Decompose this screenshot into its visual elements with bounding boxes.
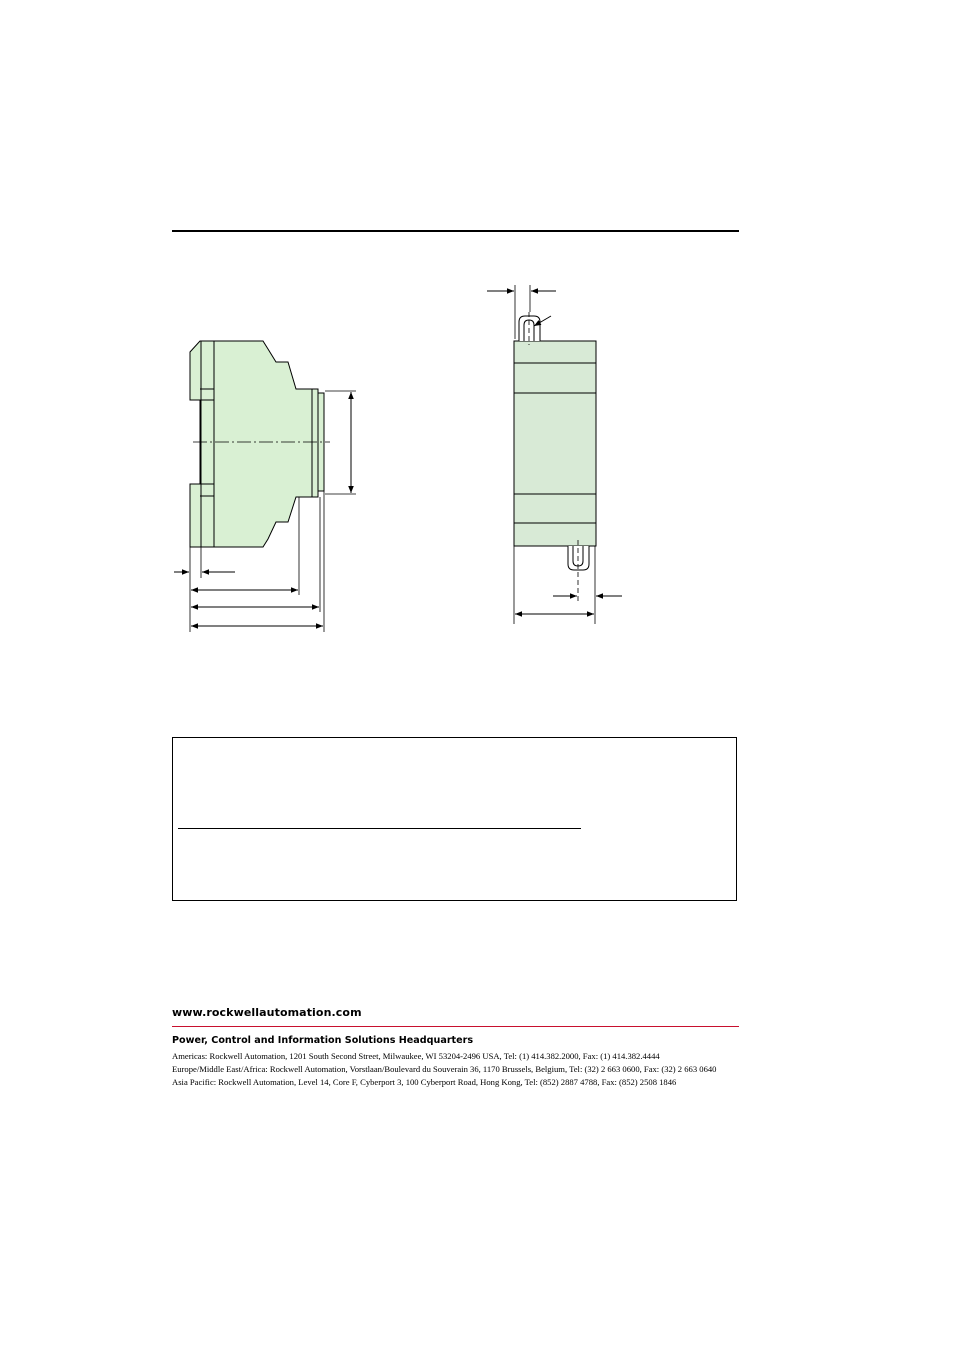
footer-rule	[172, 1026, 739, 1027]
footer-hq-title: Power, Control and Information Solutions Headquarters	[172, 1035, 474, 1046]
side-view	[174, 341, 356, 632]
footer-website[interactable]: www.rockwellautomation.com	[172, 1006, 362, 1019]
bottom-terminal	[568, 540, 589, 604]
front-view-housing	[514, 341, 596, 546]
address-emea: Europe/Middle East/Africa: Rockwell Automation, Vorstlaan/Boulevard du Souverain 36, 1170 Brussels, Belgium, Tel: (32) 2 663 0600, Fax: (32) 2 663 0640	[172, 1064, 717, 1074]
footer-addresses	[172, 1050, 772, 1089]
top-terminal	[519, 312, 551, 345]
front-view	[487, 285, 622, 624]
info-box-rule	[178, 828, 581, 829]
info-box	[172, 737, 737, 901]
address-americas: Americas: Rockwell Automation, 1201 South Second Street, Milwaukee, WI 53204-2496 USA, Tel: (1) 414.382.2000, Fax: (1) 414.382.4444	[172, 1051, 660, 1061]
address-asia-pacific: Asia Pacific: Rockwell Automation, Level 14, Core F, Cyberport 3, 100 Cyberport Road, Hong Kong, Tel: (852) 2887 4788, Fax: (852) 2508 1846	[172, 1077, 677, 1087]
